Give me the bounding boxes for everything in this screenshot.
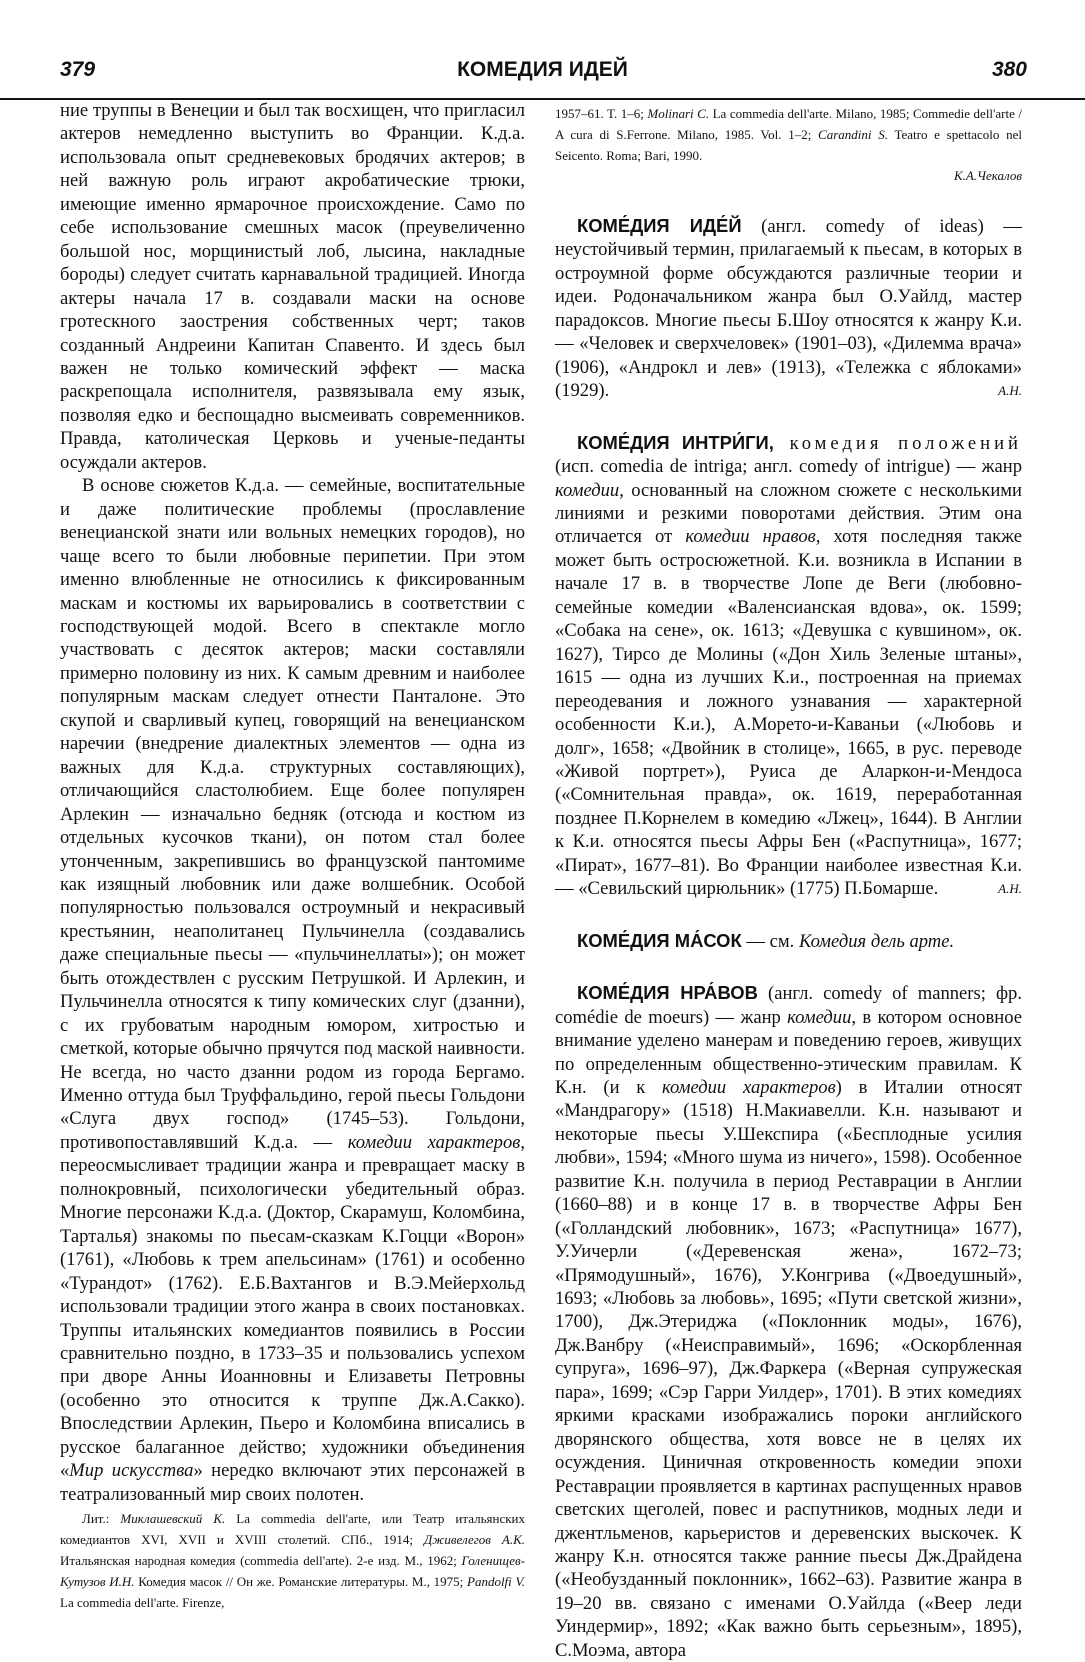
text-run: , переосмысливает традиции жанра и превращает маску в полнокровный, психологически убедительный образ. Многие персонажи К.д.а. (Доктор, Скарамуш, Коломбина, Тарталья) знакомы по пьесам-сказкам К.Гоцци «Ворон» (1761), «Любовь к трем апельсинам» (1761) и особенно «Турандот» (1762). Е.Б.Вахтангов и В.Э.Мейерхольд использовали традиции этого жанра в своих постановках. Труппы итальянских комедиантов появились в России сравнительно поздно, в 1733–35 и пользовались успехом при дворе Анны Иоанновны и Елизаветы Петровны (особенно это относится к труппе Дж.А.Сакко). Впоследствии Арлекин, Пьеро и Коломбина вписались в русское балаганное действо; художники объединения « xyxy=(60,1131,525,1482)
text-run: La commedia dell'arte. Milano, 1985; Commedie dell'arte / A cura di S.Ferrone. Milano, 1985. Vol. 1–2; xyxy=(555,106,1022,142)
text-run: Teatro e spettacolo nel Seicento. Roma; Bari, 1990. xyxy=(555,127,1022,163)
right-column xyxy=(555,99,1022,1662)
text-run: La commedia dell'arte. Firenze, xyxy=(60,1595,225,1611)
cross-reference: комедии характеров xyxy=(662,1076,836,1098)
text-run: (англ. comedy of ideas) — неустойчивый термин, прилагаемый к пьесам, в которых в остроумной форме обсуждаются различные теории и идеи. Родоначальником жанра был О.Уайлд, мастер парадоксов. Многие пьесы Б.Шоу относятся к жанру К.и. — «Человек и сверхчеловек» (1901–03), «Дилемма врача» (1906), «Андрокл и лев» (1913), «Тележка с яблоками» (1929). xyxy=(555,216,1022,402)
text-run: Итальянская народная комедия (commedia dell'arte). 2-е изд. М., 1962; xyxy=(60,1553,462,1569)
text-run: , основанный на сложном сюжете с несколькими линиями и резкими поворотами действия. Этим она отличается от xyxy=(555,479,1022,548)
headword: КОМЕ́ДИЯ ИНТРИ́ГИ, xyxy=(577,431,774,453)
author-signature: А.Н. xyxy=(998,881,1022,897)
text-run: La commedia dell'arte, или Театр итальянских комедиантов XVI, XVII и XVIII столетий. СПб., 1914; xyxy=(60,1511,525,1548)
text-run: ) в Италии относят «Мандрагору» (1518) Н.Макиавелли. К.н. называют и некоторые пьесы У.Шекспира («Бесплодные усилия любви», 1594; «Много шума из ничего», 1598). Особенное развитие К.н. получила в период Реставрации в Англии (1660–88) и в конце 17 в. в творчестве Афры Бен («Голландский любовник», 1673; «Распутница» 1677), У.Уичерли («Деревенская жена», 1672–73; «Прямодушный», 1676), У.Конгрива («Двоедушный», 1693; «Любовь за любовь», 1695; «Пути светской жизни», 1700), Дж.Этериджа («Поклонник моды», 1676), Дж.Ванбру («Неисправимый», 1696; «Оскорбленная супруга», 1696–97), Дж.Фаркера («Верная супружеская пара», 1699; «Сэр Гарри Уилдер», 1701). В этих комедиях яркими красками изображались пороки английского дворянского общества, хотя вовсе не в целях их осуждения. Циничная откровенность комедии эпохи Реставрации проявляется в картинах распущенных нравов светских щеголей, повес и распутников, модных леди и джентльменов, карьеристов и деревенских выскочек. К жанру К.н. относятся также ранние пьесы Дж.Драйдена («Необузданный поклонник», 1662–63). Развитие жанра в 19–20 вв. связано с именами О.Уайлда («Веер леди Уиндермир», 1892; «Как важно быть серьезным», 1895), С.Моэма, автора xyxy=(555,1076,1022,1661)
text-run: 1957–61. T. 1–6; xyxy=(555,106,648,121)
running-title: КОМЕДИЯ ИДЕЙ xyxy=(457,58,628,81)
alt-term: комедия положений xyxy=(773,432,1022,454)
author: Дживелегов А.К. xyxy=(424,1532,525,1548)
text-run: В основе сюжетов К.д.а. — семейные, воспитательные и даже политические проблемы (прославление венецианской знати или вольных немецких городов), но чаще всего то были любовные перипетии. При этом именно влюбленные не относились к фиксированным маскам и костюмы их варьировались в соответствии с господствующей модой. Всего в спектакле могло участвовать с десяток актеров; маски составляли примерно половину из них. К самым древним и наиболее популярным маскам следует отнести Панталоне. Это скупой и сварливый купец, говорящий на венецианском наречии (внедрение диалектных элементов — одна из важных для К.д.а. структурных составляющих), отличающийся сластолюбием. Еще более популярен Арлекин — изначально бедняк (отсюда и костюм из отдельных кусочков ткани), он потом стал более утонченным, закрепившись во французской пантомиме как изящный любовник или даже волшебник. Особой популярностью пользовался остроумный и некрасивый крестьянин, неаполитанец Пульчинелла (создавались даже специальные пьесы — «пульчинеллаты»); он может быть отождествлен с русским Петрушкой. И Арлекин, и Пульчинелла относятся к типу комических слуг (дзанни), с их грубоватым народным юмором, хитростью и сметкой, которые обычно прячутся под маской наивности. Не всегда, но часто дзанни родом из города Бергамо. Именно оттуда был Труффальдино, герой пьесы Гольдони «Слуга двух господ» (1745–53). Гольдони, противопоставлявший К.д.а. — xyxy=(60,475,525,1153)
cross-reference: комедии нравов xyxy=(685,526,816,548)
author: Голенищев-Кутузов И.Н. xyxy=(60,1553,525,1590)
cross-reference: Комедия дель арте. xyxy=(798,930,955,952)
text-run: (англ. comedy of manners; фр. comédie de moeurs) — жанр xyxy=(555,983,1023,1028)
cross-reference: комедии xyxy=(555,479,620,501)
text-run: — см. xyxy=(741,930,799,952)
text-run: , в котором основное внимание уделено манерам и поведению героев, живущих по определенным общественно-этическим правилам. К К.н. (и к xyxy=(555,1006,1022,1098)
author-signature: А.Н. xyxy=(998,383,1022,399)
entry-comedy-of-ideas xyxy=(555,214,1022,403)
paragraph xyxy=(60,474,525,1506)
headword: КОМЕ́ДИЯ МА́СОК xyxy=(577,929,742,951)
author: Molinari C. xyxy=(647,106,710,121)
text-run: Комедия масок // Он же. Романские литературы. М., 1975; xyxy=(134,1574,467,1590)
entry-comedy-of-masks xyxy=(555,929,1022,953)
cross-reference: комедии xyxy=(787,1006,852,1028)
entry-comedy-of-intrigue xyxy=(555,431,1022,901)
text-run: , хотя последняя также может быть остросюжетной. К.и. возникла в Испании в начале 17 в. в творчестве Лопе де Веги (любовно-семейные комедии «Валенсианская вдова», ок. 1599; «Собака на сене», ок. 1613; «Девушка с кувшином», ок. 1627), Тирсо де Молины («Дон Хиль Зеленые штаны», 1615 — одна из лучших К.и., построенная на приемах переодевания и ложного узнавания — характерной особенности К.и.), А.Морето-и-Каваньи («Любовь и долг», 1658; «Двойник в столице», 1665, в рус. переводе «Живой портрет»), Руиса де Аларкон-и-Мендоса («Сомнительная правда», ок. 1619, переработанная позднее П.Корнелем в комедию «Лжец», 1644). В Англии к К.и. относятся пьесы Афры Бен («Распутница», 1677; «Пират», 1677–81). Во Франции наиболее известная К.и. — «Севильский цирюльник» (1775) П.Бомарше. xyxy=(555,526,1022,900)
author: Pandolfi V. xyxy=(467,1574,525,1590)
entry-comedy-of-manners xyxy=(555,981,1022,1662)
text-run: (исп. comedia de intriga; англ. comedy of intrigue) — жанр xyxy=(555,456,1022,478)
author: Миклашевский К. xyxy=(120,1511,226,1527)
page-number-right: 380 xyxy=(991,58,1027,81)
left-column xyxy=(60,99,525,1613)
page-header xyxy=(0,58,1085,100)
paragraph: ние труппы в Венеции и был так восхищен, что пригласил актеров немедленно выступить во Франции. К.д.а. использовала опыт средневековых бродячих актеров; в ней важную роль играют акробатические трюки, имеющие именно ярмарочное происхождение. Само по себе использование смешных масок (преувеличенно большой нос, морщинистый лоб, лысина, накладные бороды) следует считать карнавальной традицией. Иногда актеры начала 17 в. создавали маски на основе гротескного заострения собственных черт; таков созданный Андреини Капитан Спавенто. И здесь был важен не только комический эффект — маска раскрепощала исполнителя, развязывала ему язык, позволяя едко и беспощадно высмеивать современников. Правда, католическая Церковь и ученые-педанты осуждали актеров. xyxy=(60,100,525,473)
headword: КОМЕ́ДИЯ ИДЕ́Й xyxy=(577,215,742,236)
emphasis: комедии характеров xyxy=(347,1131,521,1153)
author: Carandini S. xyxy=(818,127,888,142)
bibliography-continued xyxy=(555,103,1022,166)
emphasis: Мир искусства xyxy=(69,1460,194,1482)
text-run: » нередко включают этих персонажей в театрализованный мир своих полотен. xyxy=(60,1460,526,1505)
lit-label: Лит.: xyxy=(82,1511,121,1527)
headword: КОМЕ́ДИЯ НРА́ВОВ xyxy=(577,982,758,1004)
page-number-left: 379 xyxy=(60,58,96,81)
author-signature: К.А.Чекалов xyxy=(953,168,1022,183)
